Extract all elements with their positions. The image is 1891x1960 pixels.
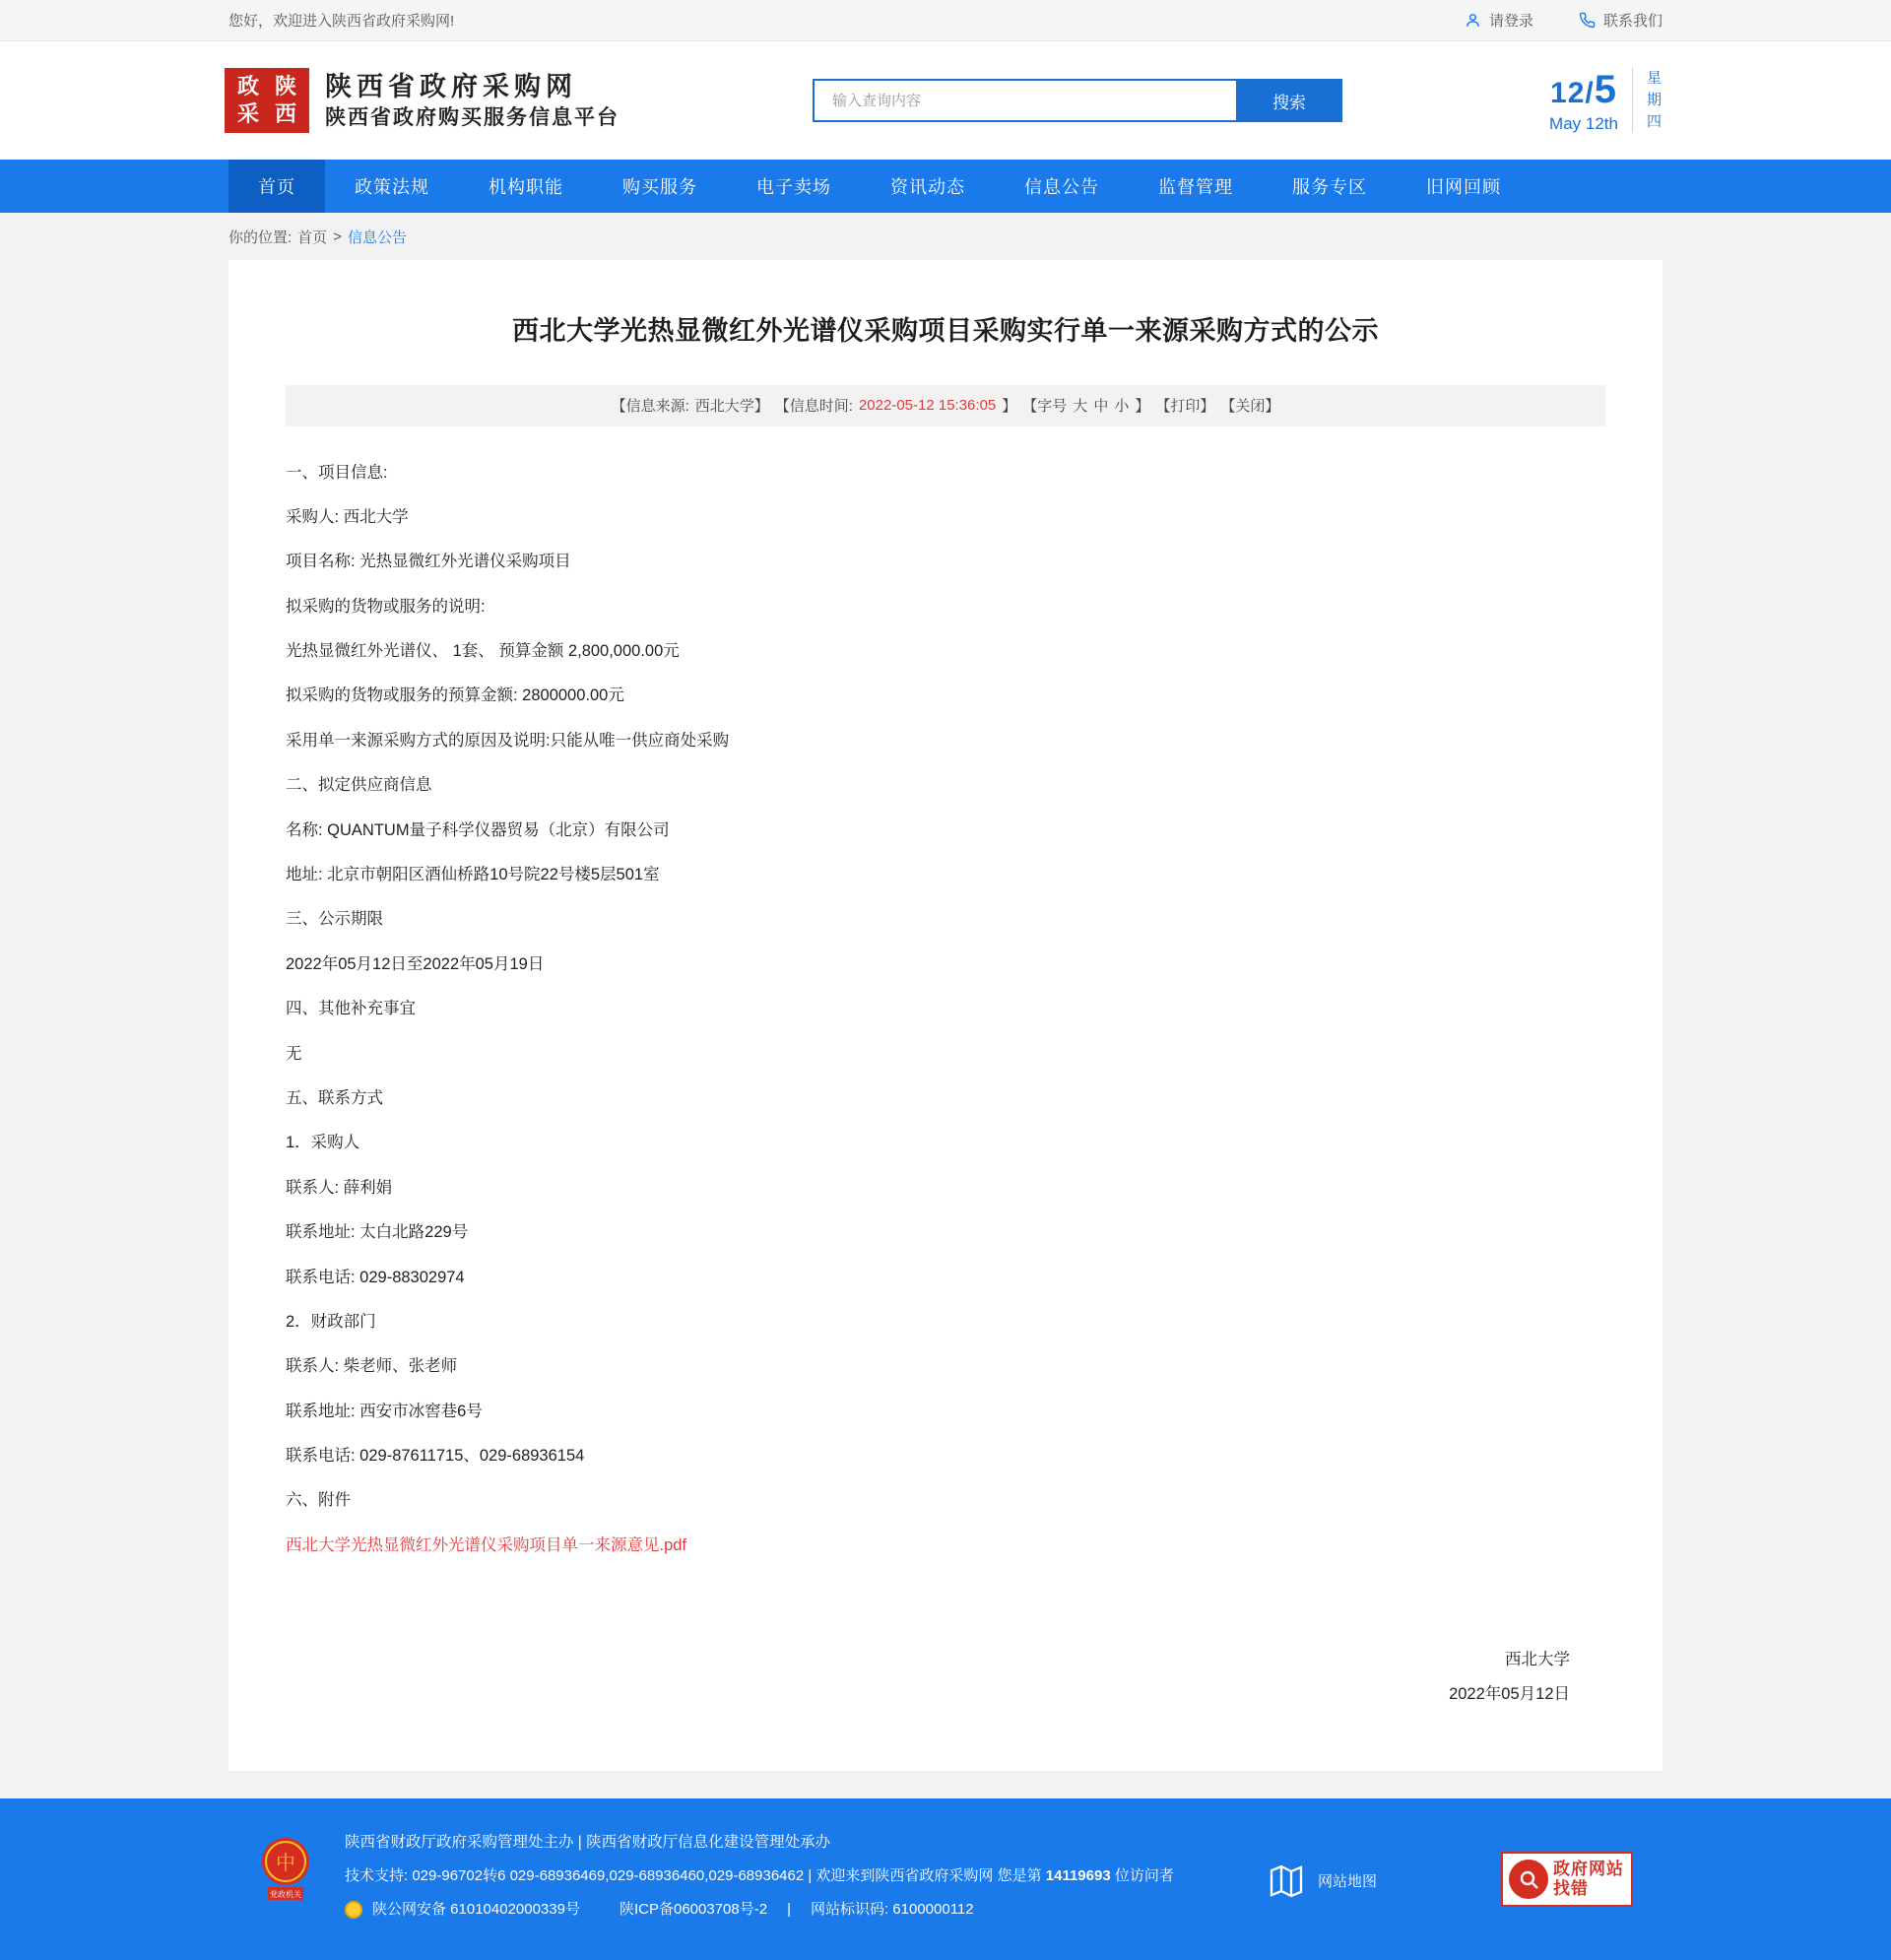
article-paragraph: 五、联系方式 [286, 1088, 383, 1107]
police-record-link[interactable]: 陕公网安备 61010402000339号 [372, 1901, 580, 1919]
logo-char-3: 采 [236, 101, 259, 127]
footer-visit-suffix: 位访问者 [1110, 1867, 1174, 1885]
breadcrumb-current: 信息公告 [347, 229, 407, 246]
svg-text:党政机关: 党政机关 [270, 1889, 301, 1899]
sitemap-link[interactable] [1267, 1862, 1377, 1901]
nav-item-supervision[interactable]: 监督管理 [1158, 177, 1233, 197]
date-widget [1549, 68, 1663, 134]
footer-line-icp [345, 1893, 1174, 1927]
footer-line-organizer: 陕西省财政厅政府采购管理处主办 | 陕西省财政厅信息化建设管理处承办 [345, 1833, 831, 1851]
weekday-label: 星 期 四 [1632, 68, 1663, 132]
article-paragraph: 光热显微红外光谱仪、 1套、 预算金额 2,800,000.00元 [286, 642, 680, 661]
site-header [0, 41, 1891, 160]
breadcrumb [228, 227, 407, 247]
article-paragraph: 联系地址: 太白北路229号 [286, 1223, 469, 1242]
breadcrumb-home[interactable]: 首页 [297, 229, 328, 246]
article-paragraph: 项目名称: 光热显微红外光谱仪采购项目 [286, 553, 571, 571]
footer-line-support [345, 1860, 1174, 1893]
article-body [286, 460, 1605, 1712]
breadcrumb-bar [0, 213, 1891, 260]
article-paragraph: 拟采购的货物或服务的说明: [286, 597, 486, 616]
meta-time-value: 2022-05-12 15:36:05 [858, 397, 997, 414]
login-link[interactable] [1465, 10, 1533, 31]
svg-text:中: 中 [276, 1850, 295, 1874]
article-paragraph: 拟采购的货物或服务的预算金额: 2800000.00元 [286, 686, 624, 705]
nav-item-emarket[interactable]: 电子卖场 [756, 177, 831, 197]
contact-label: 联系我们 [1602, 13, 1663, 30]
magnifier-icon [1509, 1860, 1548, 1899]
login-label: 请登录 [1488, 13, 1533, 30]
article-paragraph: 联系电话: 029-87611715、029-68936154 [286, 1447, 585, 1466]
logo-char-4: 西 [274, 101, 296, 127]
article-paragraph: 联系人: 薛利娟 [286, 1178, 393, 1197]
national-emblem-icon [256, 1832, 315, 1905]
footer-text-block [345, 1826, 1174, 1927]
article-card [228, 260, 1663, 1771]
article-paragraph: 一、项目信息: [286, 463, 388, 482]
meta-time-close: 】 [1002, 398, 1017, 415]
article-paragraph: 2022年05月12日至2022年05月19日 [286, 954, 545, 973]
site-footer [0, 1798, 1891, 1960]
breadcrumb-separator: > [333, 228, 342, 245]
nav-item-functions[interactable]: 机构职能 [489, 177, 563, 197]
welcome-text: 您好，欢迎进入陕西省政府采购网! [228, 13, 455, 30]
police-badge-icon [345, 1901, 362, 1919]
article-paragraph: 联系人: 柴老师、张老师 [286, 1357, 458, 1376]
top-utility-bar [0, 0, 1891, 41]
footer-divider-2: | [787, 1901, 791, 1919]
visit-count: 14119693 [1045, 1867, 1111, 1885]
fontsize-small-button[interactable]: 小 [1114, 398, 1130, 415]
article-paragraph: 二、拟定供应商信息 [286, 776, 432, 795]
search-button[interactable]: 搜索 [1236, 79, 1342, 122]
meta-source-value: 西北大学】 [694, 398, 769, 415]
fontsize-close: 】 [1135, 398, 1150, 415]
fontsize-medium-button[interactable]: 中 [1093, 398, 1109, 415]
gov-website-error-report-button[interactable] [1501, 1852, 1633, 1907]
site-subtitle: 陕西省政府购买服务信息平台 [325, 106, 619, 130]
article-paragraph: 四、其他补充事宜 [286, 1000, 416, 1018]
nav-item-service-zone[interactable]: 服务专区 [1292, 177, 1367, 197]
footer-support-text: 技术支持: 029-96702转6 029-68936469,029-68936460,029-68936462 | 欢迎来到陕西省政府采购网 您是第 [345, 1867, 1046, 1885]
breadcrumb-prefix: 你的位置: [228, 229, 293, 246]
meta-time-label: 【信息时间: [774, 398, 853, 415]
logo-char-2: 陕 [274, 74, 296, 99]
fontsize-label: 【字号 [1022, 398, 1068, 415]
contact-link[interactable] [1579, 10, 1663, 31]
date-numbers [1549, 68, 1618, 112]
icp-record-link[interactable]: 陕ICP备06003708号-2 [619, 1901, 768, 1919]
article-paragraph: 三、公示期限 [286, 910, 383, 929]
article-paragraph: 1．采购人 [286, 1134, 360, 1152]
logo-text [325, 69, 619, 133]
search-box [813, 79, 1342, 122]
date-month: 12 [1550, 76, 1586, 109]
nav-item-purchase-service[interactable]: 购买服务 [622, 177, 697, 197]
site-logo[interactable] [225, 68, 619, 133]
article-paragraph: 六、附件 [286, 1491, 351, 1510]
nav-item-home[interactable]: 首页 [228, 160, 325, 213]
site-title: 陕西省政府采购网 [325, 71, 577, 101]
map-icon [1267, 1862, 1306, 1901]
close-button[interactable]: 【关闭】 [1220, 398, 1280, 415]
date-day: 5 [1594, 67, 1617, 111]
article-paragraph: 联系地址: 西安市冰窖巷6号 [286, 1402, 483, 1420]
signature-org: 西北大学 [1505, 1651, 1570, 1669]
signature-date: 2022年05月12日 [1449, 1684, 1570, 1703]
article-paragraph: 联系电话: 029-88302974 [286, 1268, 465, 1286]
article-paragraph: 地址: 北京市朝阳区酒仙桥路10号院22号楼5层501室 [286, 866, 660, 884]
date-slash: / [1585, 76, 1595, 109]
attachment-link[interactable]: 西北大学光热显微红外光谱仪采购项目单一来源意见.pdf [286, 1535, 687, 1554]
nav-item-old-site[interactable]: 旧网回顾 [1426, 177, 1501, 197]
print-button[interactable]: 【打印】 [1155, 398, 1215, 415]
gov-label-line2: 找错 [1553, 1878, 1589, 1898]
article-paragraph: 采用单一来源采购方式的原因及说明:只能从唯一供应商处采购 [286, 731, 730, 750]
logo-mark [225, 68, 309, 133]
article-paragraph: 2．财政部门 [286, 1312, 376, 1331]
main-nav [0, 160, 1891, 213]
article-signature [286, 1643, 1605, 1711]
article-meta-bar [286, 385, 1605, 426]
article-paragraph: 无 [286, 1044, 302, 1063]
site-id-code: 网站标识码: 6100000112 [810, 1901, 974, 1919]
date-english: May 12th [1549, 113, 1618, 133]
sitemap-label: 网站地图 [1317, 1873, 1377, 1891]
content-area [0, 260, 1891, 1798]
user-icon [1465, 12, 1481, 29]
fontsize-large-button[interactable]: 大 [1073, 398, 1088, 415]
logo-char-1: 政 [236, 74, 259, 99]
phone-icon [1579, 12, 1596, 29]
gov-label-line1: 政府网站 [1553, 1860, 1624, 1878]
nav-item-policy[interactable]: 政策法规 [355, 177, 429, 197]
meta-source-label: 【信息来源: [611, 398, 689, 415]
article-paragraph: 名称: QUANTUM量子科学仪器贸易（北京）有限公司 [286, 820, 670, 839]
nav-item-announcements[interactable]: 信息公告 [1024, 177, 1099, 197]
search-input[interactable] [813, 79, 1236, 122]
nav-item-news[interactable]: 资讯动态 [890, 177, 965, 197]
article-paragraph: 采购人: 西北大学 [286, 507, 409, 526]
page-title: 西北大学光热显微红外光谱仪采购项目采购实行单一来源采购方式的公示 [512, 316, 1379, 346]
